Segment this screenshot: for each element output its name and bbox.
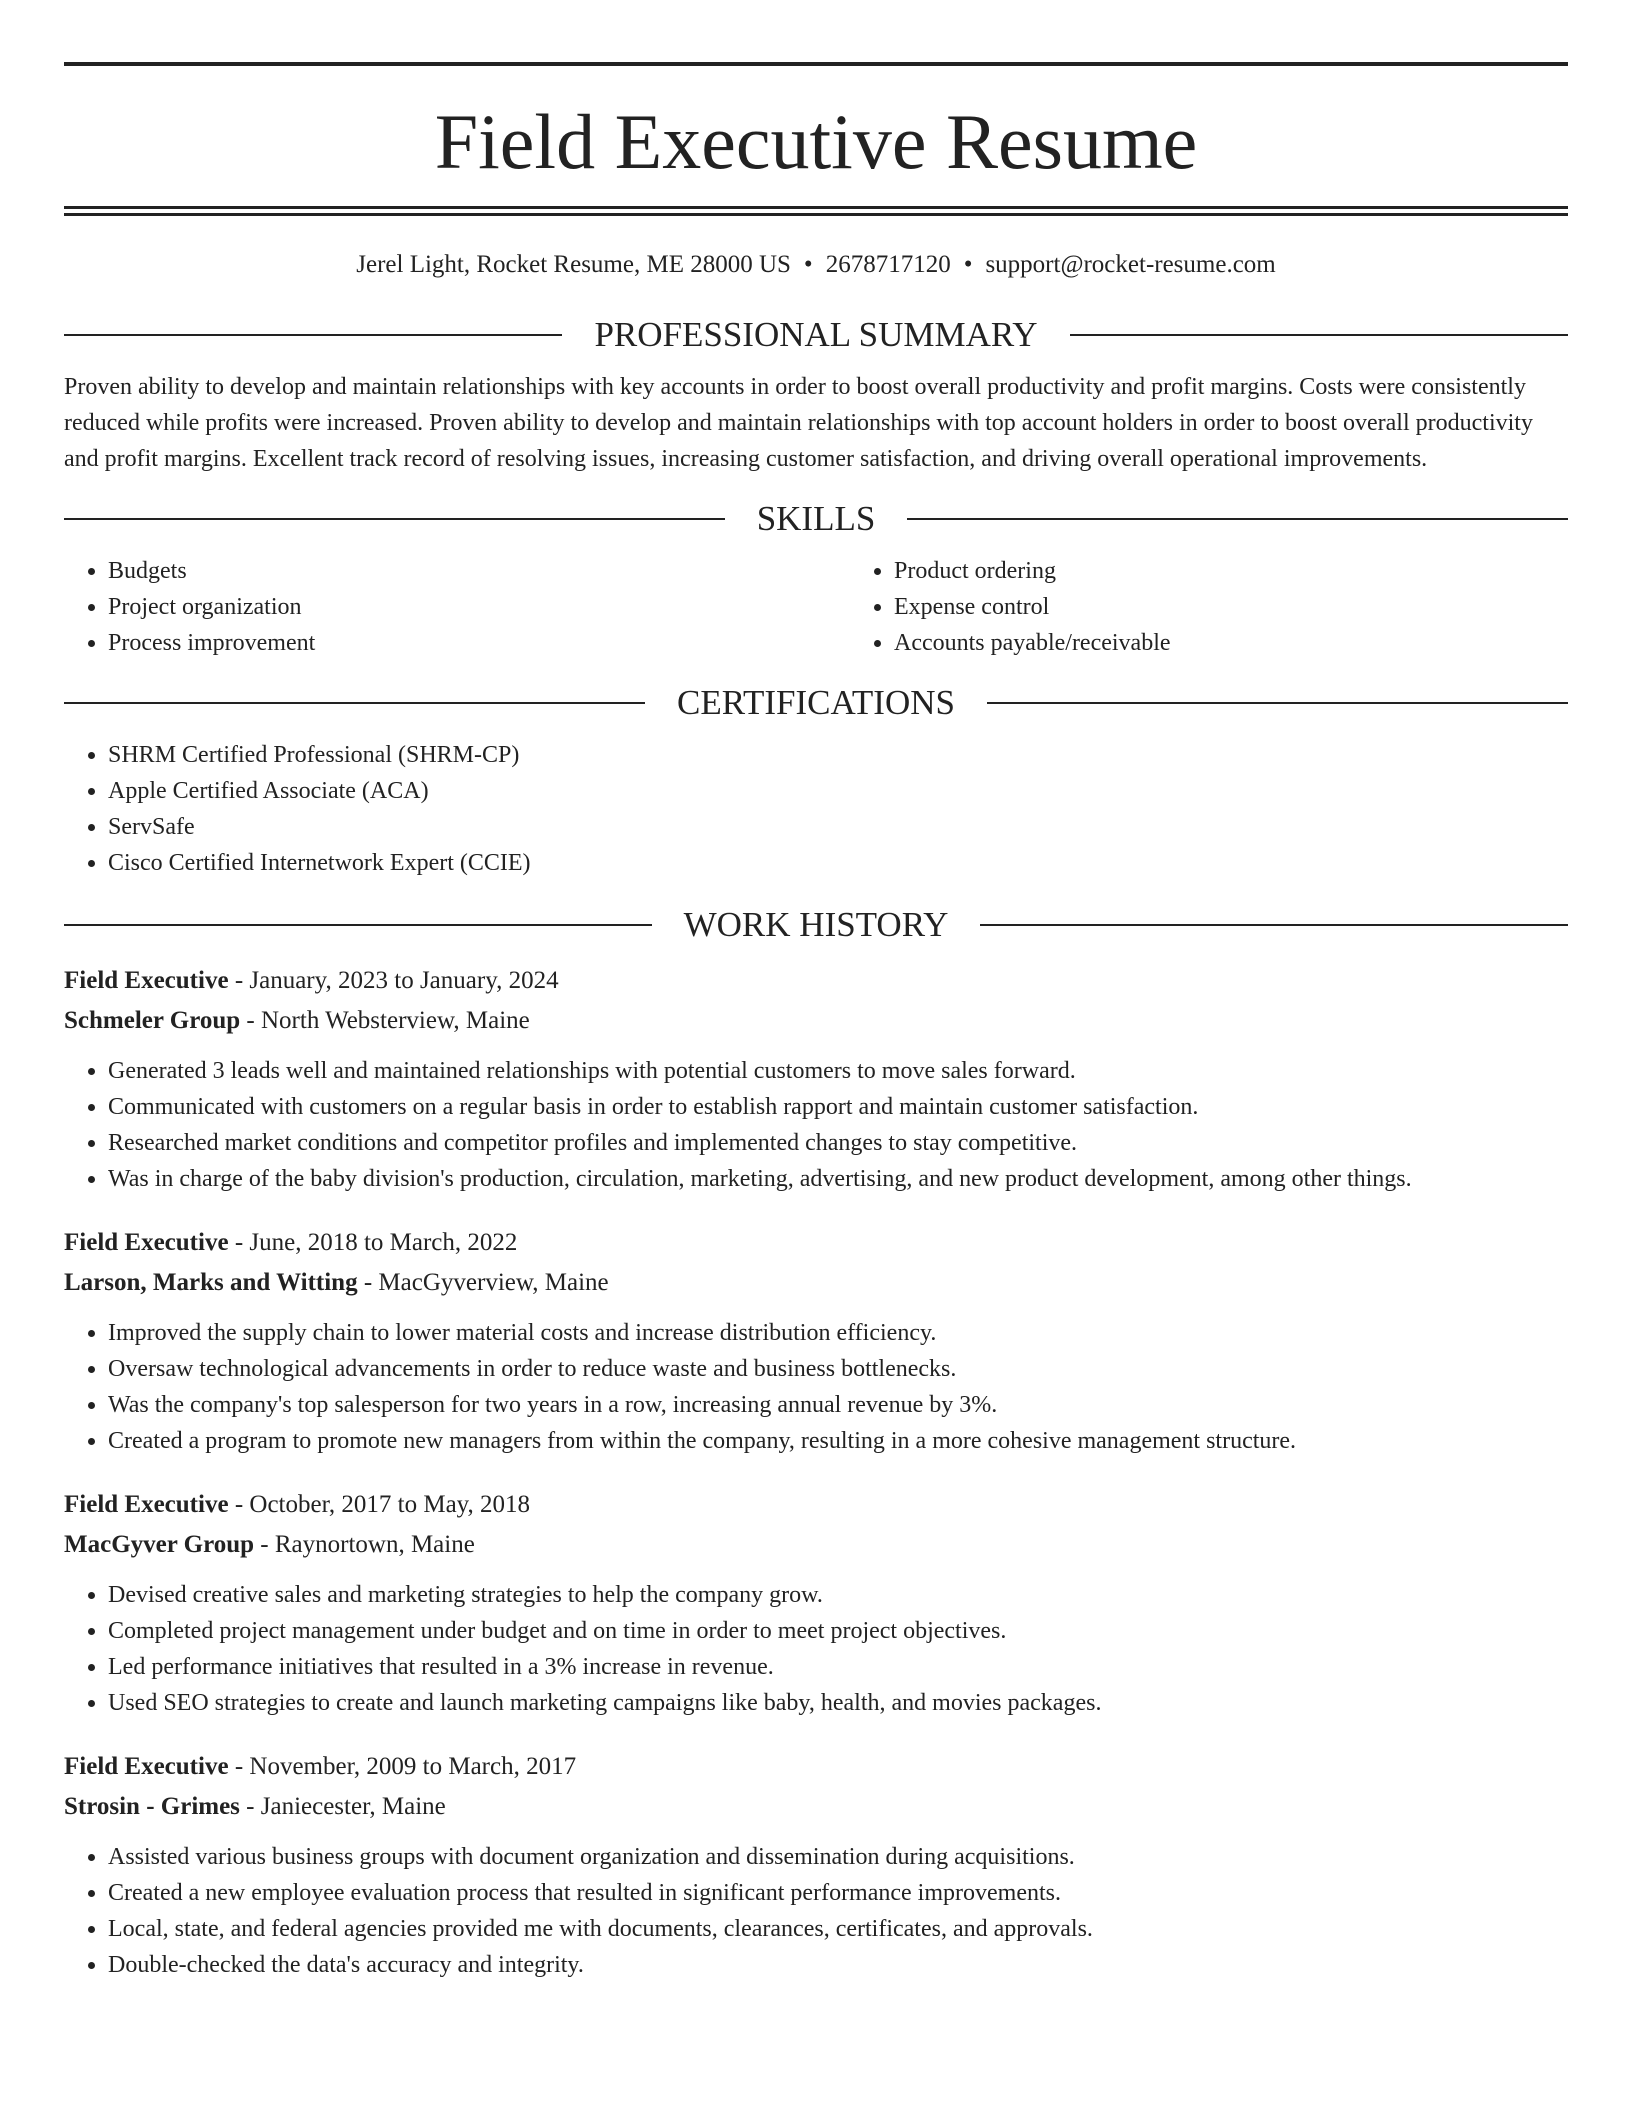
job-bullet: • Devised creative sales and marketing strategies to help the company grow. [108, 1577, 1568, 1613]
job-bullets [64, 1053, 1568, 1197]
job-entry [64, 1223, 1568, 1459]
job-entry [64, 1485, 1568, 1721]
resume-title: Field Executive Resume [434, 98, 1198, 185]
job-bullet: • Generated 3 leads well and maintained relationships with potential customers to move sales forward. [108, 1053, 1568, 1089]
job-company-line [64, 1001, 1568, 1041]
skills-column-left [64, 553, 850, 661]
skill-item: • Process improvement [108, 625, 850, 661]
contact-address: Jerel Light, Rocket Resume, ME 28000 US [356, 251, 791, 278]
section-title: SKILLS [756, 499, 876, 538]
job-dates: - October, 2017 to May, 2018 [228, 1491, 531, 1518]
certification-item: • Apple Certified Associate (ACA) [108, 773, 1568, 809]
section-header-work-history [64, 901, 1568, 949]
job-bullet: • Oversaw technological advancements in order to reduce waste and business bottlenecks. [108, 1351, 1568, 1387]
skill-item: • Accounts payable/receivable [894, 625, 1632, 661]
skills-list [64, 553, 1568, 661]
job-bullet: • Assisted various business groups with document organization and dissemination during acquisitions. [108, 1839, 1568, 1875]
job-location: - North Websterview, Maine [240, 1007, 530, 1034]
job-bullets [64, 1577, 1568, 1721]
job-dates: - June, 2018 to March, 2022 [228, 1229, 518, 1256]
job-location: - Raynortown, Maine [254, 1531, 475, 1558]
job-company: Schmeler Group [64, 1007, 241, 1034]
skill-item: • Product ordering [894, 553, 1632, 589]
section-rule [907, 518, 1568, 520]
job-title-line [64, 1485, 1568, 1525]
skill-item: • Project organization [108, 589, 850, 625]
job-company: Strosin - Grimes [64, 1793, 240, 1820]
skills-column-right [850, 553, 1632, 661]
job-bullet: • Created a program to promote new managers from within the company, resulting in a more cohesive management structure. [108, 1423, 1568, 1459]
job-entry [64, 1747, 1568, 1983]
contact-phone: 2678717120 [825, 251, 951, 278]
resume-page [64, 62, 1568, 1983]
job-bullet: • Completed project management under budget and on time in order to meet project objectives. [108, 1613, 1568, 1649]
certification-item: • Cisco Certified Internetwork Expert (CCIE) [108, 845, 1568, 881]
job-location: - MacGyverview, Maine [357, 1269, 609, 1296]
job-company-line [64, 1787, 1568, 1827]
job-title-line [64, 1223, 1568, 1263]
job-bullet: • Created a new employee evaluation process that resulted in significant performance improvements. [108, 1875, 1568, 1911]
section-header-summary [64, 311, 1568, 359]
certifications-list [64, 737, 1568, 881]
section-header-skills [64, 495, 1568, 543]
section-title: CERTIFICATIONS [677, 683, 955, 722]
job-bullets [64, 1315, 1568, 1459]
job-title: Field Executive [64, 1229, 229, 1256]
job-entry [64, 961, 1568, 1197]
job-bullet: • Communicated with customers on a regular basis in order to establish rapport and maintain customer satisfaction. [108, 1089, 1568, 1125]
job-bullet: • Double-checked the data's accuracy and integrity. [108, 1947, 1568, 1983]
section-title: WORK HISTORY [683, 905, 949, 944]
contact-line [64, 249, 1568, 281]
job-company-line [64, 1525, 1568, 1565]
certification-item: • ServSafe [108, 809, 1568, 845]
section-rule [64, 924, 652, 926]
job-title-line [64, 961, 1568, 1001]
job-company: MacGyver Group [64, 1531, 255, 1558]
contact-separator: • [803, 251, 813, 278]
section-rule [64, 702, 645, 704]
section-rule [1070, 334, 1568, 336]
job-company: Larson, Marks and Witting [64, 1269, 358, 1296]
job-title: Field Executive [64, 967, 229, 994]
section-header-certifications [64, 679, 1568, 727]
job-bullet: • Was in charge of the baby division's production, circulation, marketing, advertising, and new product development, among other things. [108, 1161, 1568, 1197]
job-bullet: • Improved the supply chain to lower material costs and increase distribution efficiency. [108, 1315, 1568, 1351]
section-rule [64, 334, 562, 336]
title-double-rule [64, 206, 1568, 216]
section-rule [987, 702, 1568, 704]
section-rule [64, 518, 725, 520]
job-bullet: • Local, state, and federal agencies provided me with documents, clearances, certificates, and approvals. [108, 1911, 1568, 1947]
job-dates: - January, 2023 to January, 2024 [228, 967, 559, 994]
section-title: PROFESSIONAL SUMMARY [594, 315, 1038, 354]
job-bullet: • Was the company's top salesperson for two years in a row, increasing annual revenue by 3%. [108, 1387, 1568, 1423]
section-rule [980, 924, 1568, 926]
job-bullet: • Used SEO strategies to create and launch marketing campaigns like baby, health, and movies packages. [108, 1685, 1568, 1721]
contact-email: support@rocket-resume.com [985, 251, 1276, 278]
contact-separator: • [963, 251, 973, 278]
skill-item: • Budgets [108, 553, 850, 589]
summary-text: Proven ability to develop and maintain relationships with key accounts in order to boost overall productivity and profit margins. Costs were consistently reduced while profits were increased. Proven ability to develop and maintain relationships with top account holders in order to boost overall productivity and profit margins. Excellent track record of resolving issues, increasing customer satisfaction, and driving overall operational improvements. [64, 374, 1533, 472]
job-title: Field Executive [64, 1491, 229, 1518]
job-title-line [64, 1747, 1568, 1787]
job-title: Field Executive [64, 1753, 229, 1780]
job-location: - Janiecester, Maine [239, 1793, 446, 1820]
certification-item: • SHRM Certified Professional (SHRM-CP) [108, 737, 1568, 773]
job-bullets [64, 1839, 1568, 1983]
job-dates: - November, 2009 to March, 2017 [228, 1753, 577, 1780]
job-company-line [64, 1263, 1568, 1303]
skill-item: • Expense control [894, 589, 1632, 625]
job-bullet: • Led performance initiatives that resulted in a 3% increase in revenue. [108, 1649, 1568, 1685]
job-bullet: • Researched market conditions and competitor profiles and implemented changes to stay competitive. [108, 1125, 1568, 1161]
